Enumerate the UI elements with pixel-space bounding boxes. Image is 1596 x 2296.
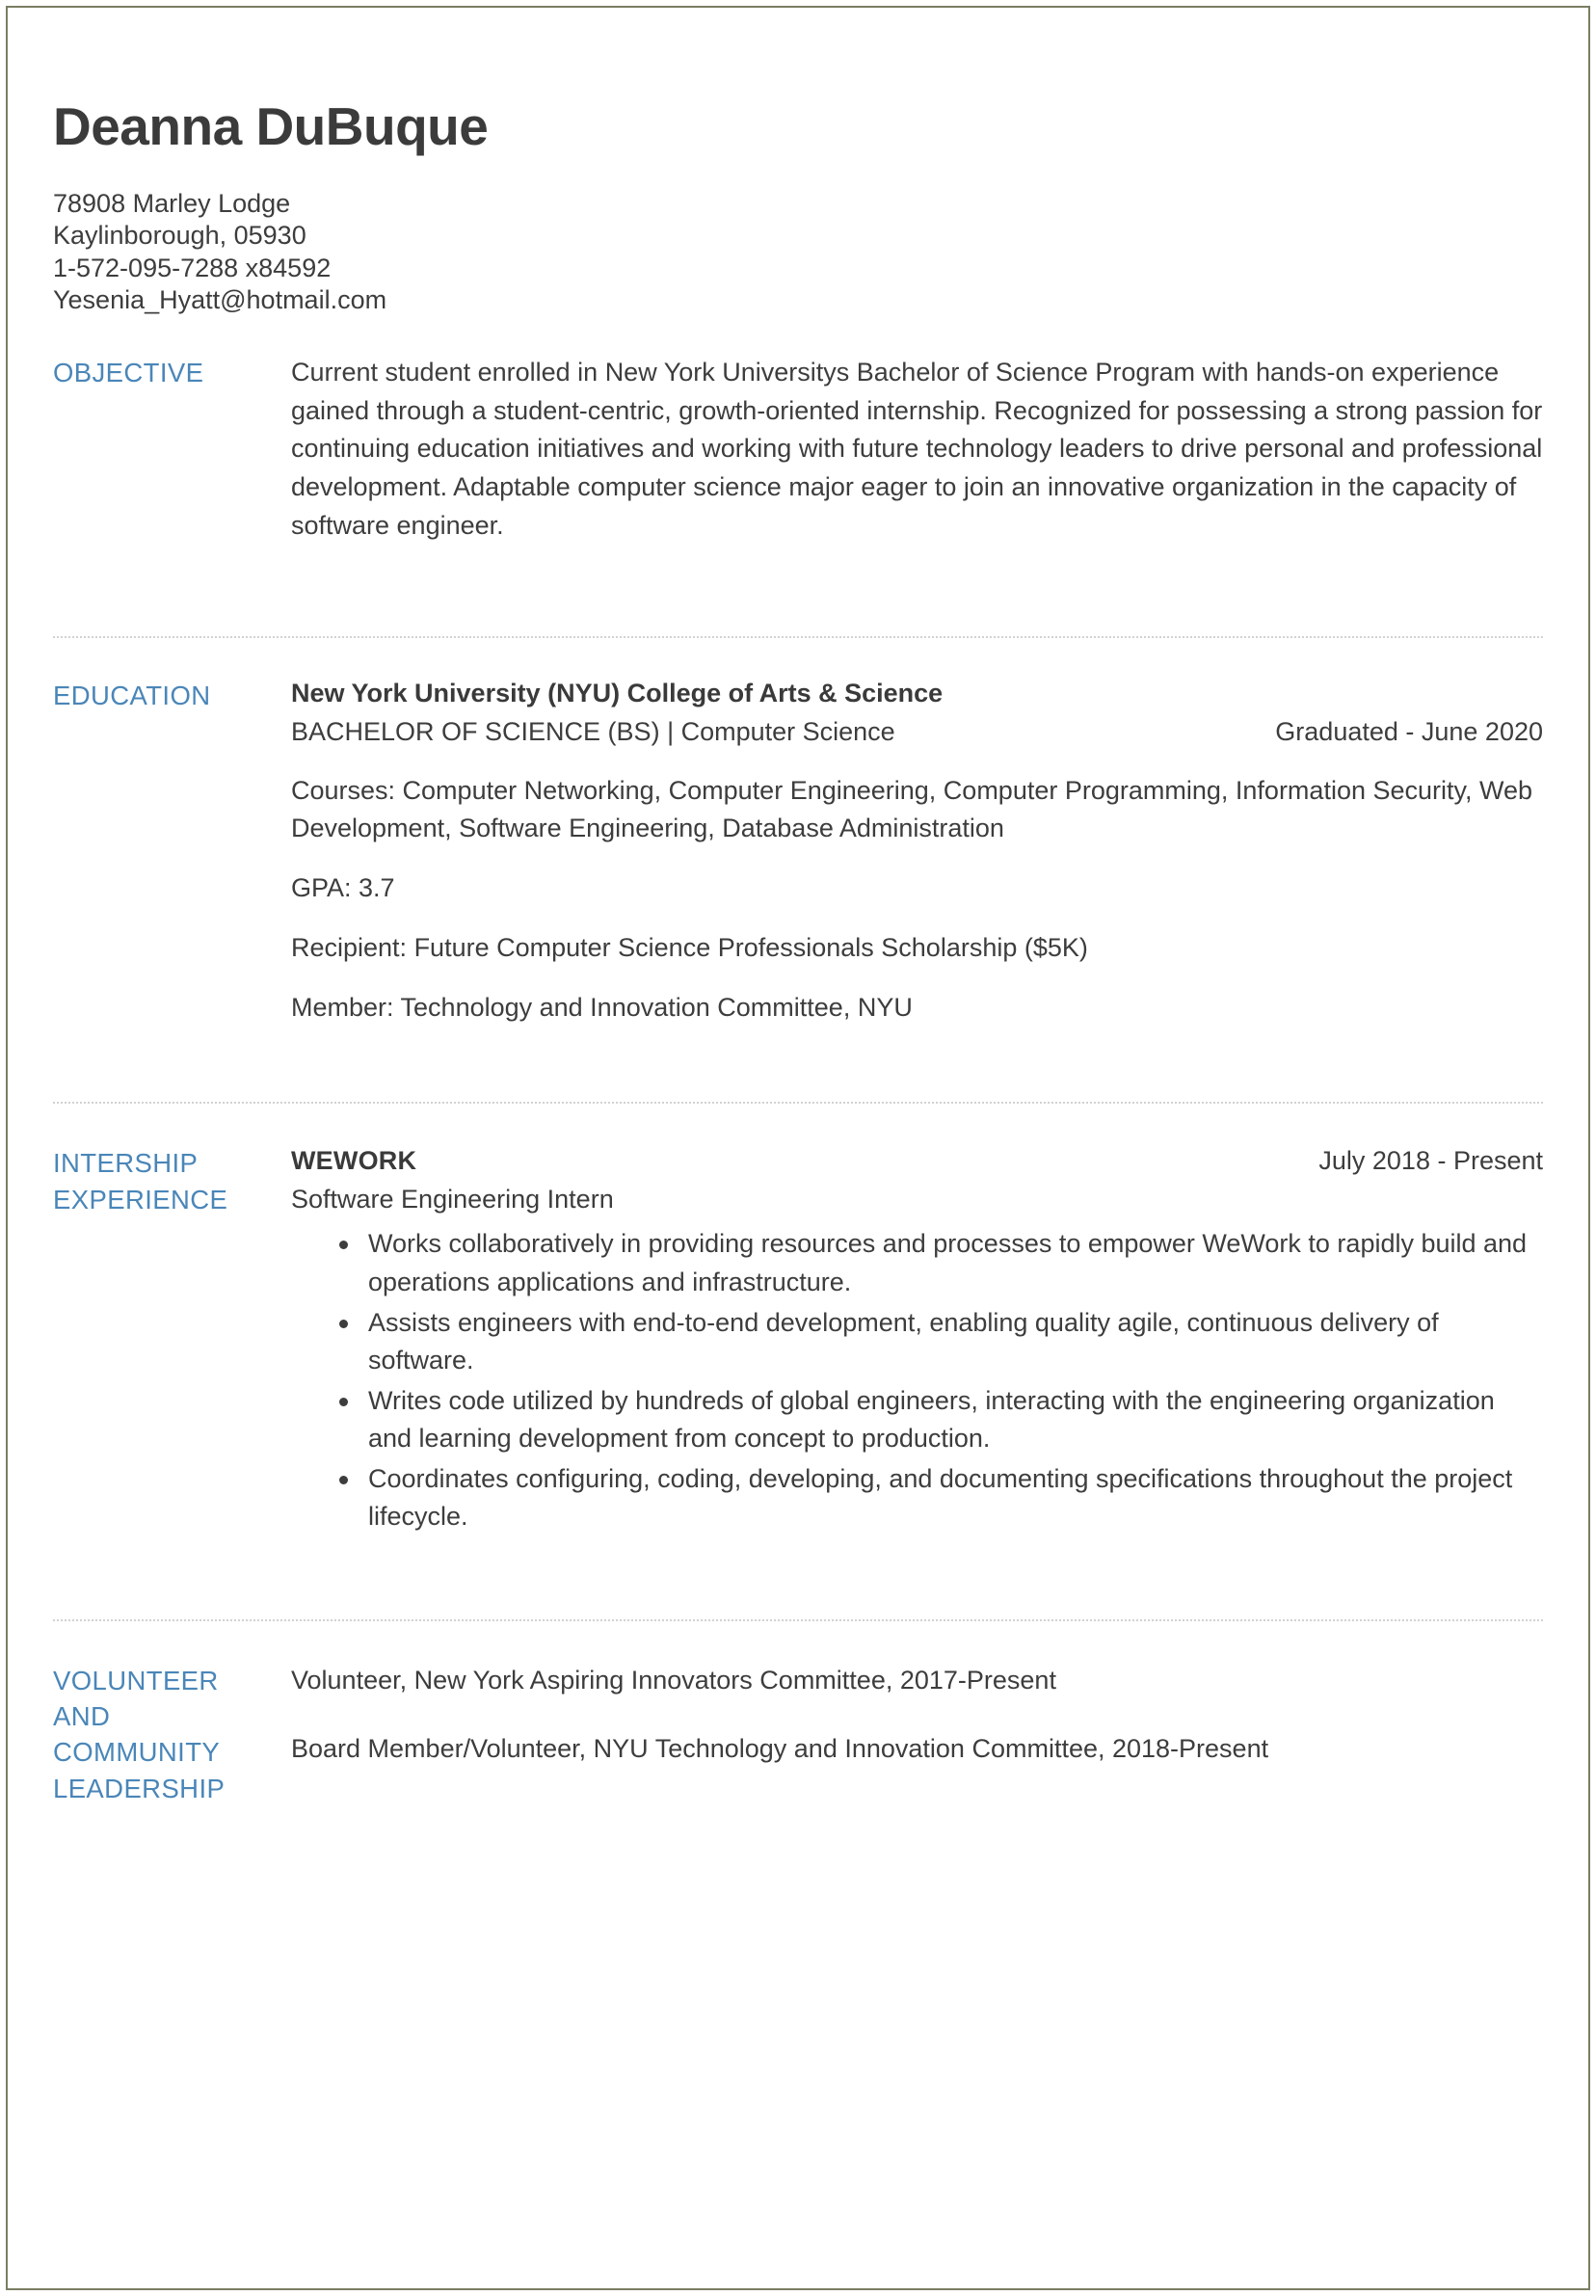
job-date-range: July 2018 - Present bbox=[1318, 1146, 1543, 1176]
section-divider bbox=[53, 1619, 1543, 1621]
education-courses: Courses: Computer Networking, Computer Engineering, Computer Programming, Information Security, Web Development, Software Engineering, Database Administration bbox=[291, 775, 1533, 842]
section-label-education: EDUCATION bbox=[53, 681, 211, 711]
education-body bbox=[291, 677, 1543, 1027]
education-degree-row bbox=[291, 715, 1543, 749]
section-objective bbox=[53, 354, 1543, 545]
contact-city: Kaylinborough, 05930 bbox=[53, 221, 306, 251]
contact-phone: 1-572-095-7288 x84592 bbox=[53, 253, 332, 282]
list-item: Coordinates configuring, coding, developing, and documenting specifications throughout the project lifecycle. bbox=[291, 1460, 1543, 1535]
section-education bbox=[53, 677, 1543, 1027]
section-label-internship bbox=[53, 1144, 291, 1217]
job-title: Software Engineering Intern bbox=[291, 1185, 614, 1215]
education-scholarship: Recipient: Future Computer Science Professionals Scholarship ($5K) bbox=[291, 932, 1088, 962]
volunteer-entry: Volunteer, New York Aspiring Innovators Committee, 2017-Present bbox=[291, 1665, 1056, 1695]
objective-text: Current student enrolled in New York Universitys Bachelor of Science Program with hands-on experience gained through a student-centric, growth-oriented internship. Recognized for possessing a strong passion for continuing education initiatives and working with future technology leaders to drive personal and professional development. Adaptable computer science major eager to join an innovative organization in the capacity of software engineer. bbox=[291, 357, 1543, 540]
objective-body bbox=[291, 354, 1543, 545]
education-graduation-date: Graduated - June 2020 bbox=[1275, 717, 1543, 747]
job-responsibility-list bbox=[291, 1225, 1543, 1535]
contact-email: Yesenia_Hyatt@hotmail.com bbox=[53, 285, 387, 315]
section-label-internship-line2: EXPERIENCE bbox=[53, 1184, 228, 1215]
list-item: Works collaboratively in providing resources and processes to empower WeWork to rapidly build and operations applications and infrastructure. bbox=[291, 1225, 1543, 1300]
section-divider bbox=[53, 1102, 1543, 1104]
volunteer-entry: Board Member/Volunteer, NYU Technology and Innovation Committee, 2018-Present bbox=[291, 1733, 1269, 1763]
section-divider bbox=[53, 636, 1543, 638]
job-company: WEWORK bbox=[291, 1146, 417, 1176]
education-membership: Member: Technology and Innovation Committee, NYU bbox=[291, 993, 913, 1023]
volunteer-body bbox=[291, 1662, 1543, 1768]
contact-street: 78908 Marley Lodge bbox=[53, 189, 291, 218]
education-degree: BACHELOR OF SCIENCE (BS) | Computer Science bbox=[291, 717, 895, 747]
education-school: New York University (NYU) College of Arts & Science bbox=[291, 679, 944, 708]
list-item: Assists engineers with end-to-end development, enabling quality agile, continuous delivery of software. bbox=[291, 1304, 1543, 1379]
job-header-row bbox=[291, 1144, 1543, 1178]
section-label-volunteer bbox=[53, 1662, 291, 1807]
education-gpa: GPA: 3.7 bbox=[291, 872, 395, 902]
section-internship-experience bbox=[53, 1144, 1543, 1535]
section-label-internship-line1: INTERSHIP bbox=[53, 1148, 199, 1179]
section-label-objective: OBJECTIVE bbox=[53, 357, 204, 387]
section-label-volunteer-line1: VOLUNTEER bbox=[53, 1665, 219, 1695]
section-label-volunteer-line4: LEADERSHIP bbox=[53, 1773, 226, 1803]
section-label-volunteer-line3: COMMUNITY bbox=[53, 1737, 221, 1768]
section-volunteer-leadership bbox=[53, 1662, 1543, 1807]
internship-body bbox=[291, 1144, 1543, 1535]
contact-block bbox=[53, 188, 1543, 317]
page-title: Deanna DuBuque bbox=[53, 96, 489, 156]
section-label-volunteer-line2: AND bbox=[53, 1700, 111, 1731]
list-item: Writes code utilized by hundreds of global engineers, interacting with the engineering organization and learning development from concept to production. bbox=[291, 1382, 1543, 1457]
